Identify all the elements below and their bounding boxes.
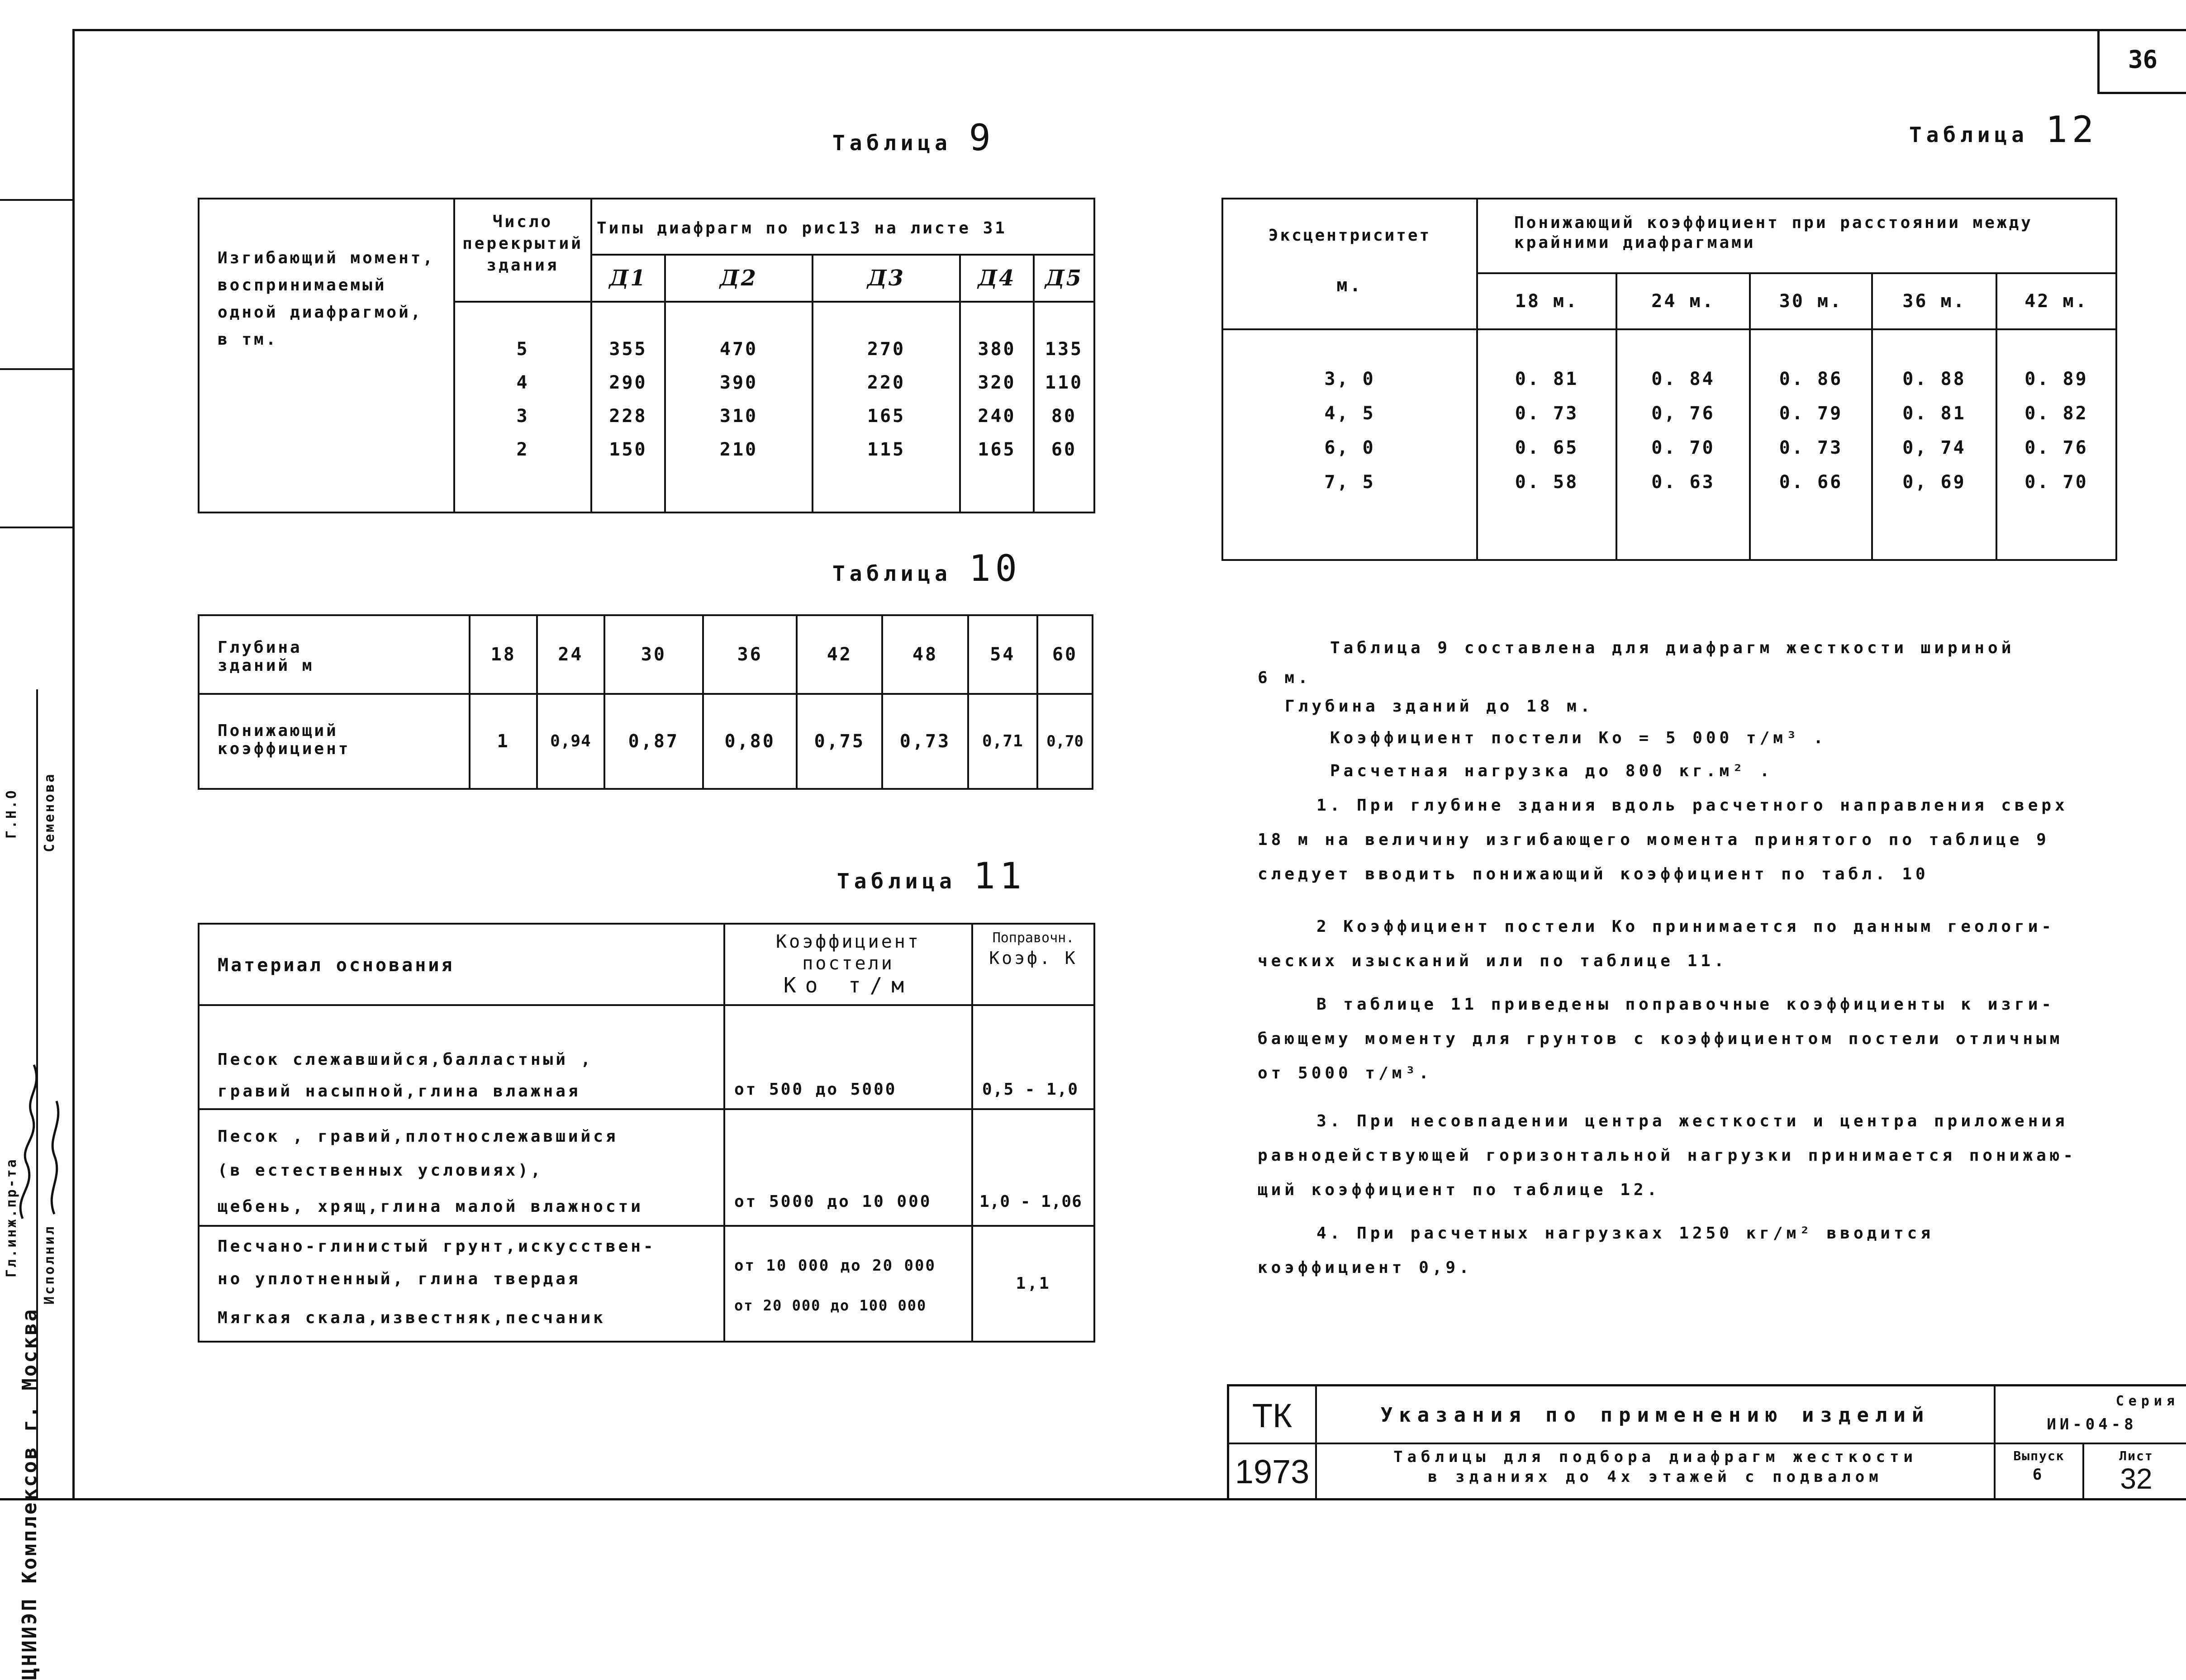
table10-coef-label-cell <box>199 694 470 789</box>
table10-coef: 0,87 <box>604 694 703 789</box>
table10-depth: 42 <box>797 615 882 694</box>
table11-row-2: Песок , гравий,плотнослежавшийся (в естественных условиях), щебень, хрящ,глина малой влажности <box>199 1109 724 1226</box>
note-4-b: равнодействующей горизонтальной нагрузки принимается понижаю- <box>1258 1146 2077 1165</box>
table12-distance: 36 м. <box>1872 273 1996 329</box>
table10 <box>198 614 1093 790</box>
strip-line-2 <box>0 527 72 528</box>
table11-caption: Таблица 11 <box>837 855 1026 897</box>
note-4-a: 3. При несовпадении центра жесткости и центра приложения <box>1316 1112 2068 1130</box>
table9 <box>198 198 1095 513</box>
issue-value: 6 <box>2032 1466 2046 1484</box>
sheet-value: 32 <box>2120 1462 2153 1495</box>
table10-coef: 0,75 <box>797 694 882 789</box>
table9-type-d3: Д3 <box>813 255 960 302</box>
table12-caption: Таблица 12 <box>1909 109 2098 151</box>
sheet-number: 36 <box>2128 45 2158 74</box>
table12-distance: 30 м. <box>1750 273 1872 329</box>
notes <box>1258 631 2117 1285</box>
note-0-d: Коэффициент постели Ko = 5 000 т/м³ . <box>1330 729 1827 747</box>
note-1-a: 1. При глубине здания вдоль расчетного направления сверх <box>1316 796 2068 815</box>
table9-floors-header: Число перекрытий здания <box>462 213 583 275</box>
table10-depth: 18 <box>470 615 537 694</box>
table9-col-d4: 380 320 240 165 <box>960 302 1034 513</box>
table9-type-d5: Д5 <box>1034 255 1094 302</box>
table9-caption: Таблица 9 <box>832 117 995 159</box>
table9-col-d2: 470 390 310 210 <box>665 302 813 513</box>
table9-type-d4: Д4 <box>960 255 1034 302</box>
table9-floor: 4 <box>516 372 529 393</box>
series-label: Серия <box>2115 1393 2179 1409</box>
table12-distance: 42 м. <box>1996 273 2116 329</box>
title-line-2: Таблицы для подбора диафрагм жесткости <box>1393 1448 1917 1466</box>
table11-row-3: Песчано-глинистый грунт,искусствен- но уплотненный, глина твердая Мягкая скала,известняк,песчаник <box>199 1226 724 1342</box>
title-line-3: в зданиях до 4х этажей с подвалом <box>1428 1468 1883 1486</box>
table10-depth: 36 <box>703 615 797 694</box>
table11-row-3-ko: от 10 000 до 20 000 от 20 000 до 100 000 <box>724 1226 972 1342</box>
table11-row-1: Песок слежавшийся,балластный , гравий насыпной,глина влажная <box>199 1005 724 1109</box>
table11-row-1-coef: 0,5 - 1,0 <box>972 1005 1094 1109</box>
sheet-number-box <box>2097 29 2186 94</box>
strip-name: Семенова <box>42 772 57 852</box>
note-0-b: 6 м. <box>1258 669 1312 687</box>
note-3-c: от 5000 т/м³. <box>1258 1064 1432 1082</box>
table10-coef: 0,73 <box>882 694 968 789</box>
note-5-b: коэффициент 0,9. <box>1258 1258 1473 1277</box>
table10-depth-label: Глубина зданий м <box>218 638 314 675</box>
note-5-a: 4. При расчетных нагрузках 1250 кг/м² вводится <box>1316 1224 1934 1243</box>
strip-role-1: Гл.инж.пр-та <box>4 1158 19 1277</box>
frame-bottom-line <box>0 1498 2186 1500</box>
table11-row-4: Мягкая скала,известняк,песчаник <box>218 1309 606 1327</box>
table11-row-2-coef: 1,0 - 1,06 <box>972 1109 1094 1226</box>
table9-types-header-cell <box>591 199 1094 255</box>
table9-floor: 5 <box>516 339 529 360</box>
table11-row-34-coef: 1,1 <box>972 1226 1094 1342</box>
table10-depth: 30 <box>604 615 703 694</box>
table9-col-d5: 135 110 80 60 <box>1034 302 1094 513</box>
table12-col-36: 0. 88 0. 81 0, 74 0, 69 <box>1872 329 1996 560</box>
note-1-b: 18 м на величину изгибающего момента принятого по таблице 9 <box>1258 831 2050 849</box>
table11-row-2-ko: от 5000 до 10 000 <box>724 1109 972 1226</box>
table11-row-1-ko: от 500 до 5000 <box>724 1005 972 1109</box>
note-0-c: Глубина зданий до 18 м. <box>1285 697 1594 716</box>
left-strip <box>0 199 72 1680</box>
table12-col-24: 0. 84 0, 76 0. 70 0. 63 <box>1616 329 1750 560</box>
note-0-e: Расчетная нагрузка до 800 кг.м² . <box>1330 762 1773 780</box>
table12-col-30: 0. 86 0. 79 0. 73 0. 66 <box>1750 329 1872 560</box>
table9-floor: 2 <box>516 439 529 460</box>
table10-coef: 1 <box>470 694 537 789</box>
table9-type-d1: Д1 <box>591 255 665 302</box>
table11-header-material: Материал основания <box>199 924 724 1005</box>
strip-signatures <box>9 1060 68 1223</box>
table9-type-d2: Д2 <box>665 255 813 302</box>
note-2-b: ческих изысканий или по таблице 11. <box>1258 952 1728 970</box>
title-line-1: Указания по применению изделий <box>1380 1404 1930 1427</box>
table9-floor: 3 <box>516 406 529 427</box>
note-4-c: щий коэффициент по таблице 12. <box>1258 1181 1661 1199</box>
table9-col-d3: 270 220 165 115 <box>813 302 960 513</box>
strip-label: Г.Н.О <box>4 788 19 839</box>
table9-floors-header-cell <box>454 199 591 302</box>
table12 <box>1221 198 2117 561</box>
table10-coef: 0,94 <box>537 694 604 789</box>
issue-label: Выпуск <box>2013 1448 2065 1463</box>
strip-role-2: Исполнил <box>42 1224 57 1305</box>
table10-coef: 0,71 <box>968 694 1037 789</box>
table10-coef: 0,80 <box>703 694 797 789</box>
series-value: ИИ-04-8 <box>2047 1415 2137 1433</box>
table10-coef-label: Понижающий коэффициент <box>218 721 351 758</box>
table12-distance: 18 м. <box>1477 273 1616 329</box>
table12-col-42: 0. 89 0. 82 0. 76 0. 70 <box>1996 329 2116 560</box>
table9-row-header: Изгибающий момент, воспринимаемый одной диафрагмой, в тм. <box>218 249 435 349</box>
title-year: 1973 <box>1235 1453 1310 1490</box>
note-1-c: следует вводить понижающий коэффициент по табл. 10 <box>1258 865 1929 883</box>
strip-org: ЦНИИЭП Комплексов г. Москва <box>18 1307 41 1680</box>
note-0-a: Таблица 9 составлена для диафрагм жесткости шириной <box>1330 639 2015 657</box>
table12-col-18: 0. 81 0. 73 0. 65 0. 58 <box>1477 329 1616 560</box>
frame-left-line <box>72 29 75 1499</box>
sheet-label: Лист <box>2119 1448 2153 1463</box>
frame-top-line <box>72 29 2186 31</box>
table12-span-header: Понижающий коэффициент при расстоянии между крайними диафрагмами <box>1477 199 2116 273</box>
table10-depth: 60 <box>1037 615 1093 694</box>
title-block-hline <box>1229 1443 2186 1444</box>
table9-col-d1: 355 290 228 150 <box>591 302 665 513</box>
note-3-b: бающему моменту для грунтов с коэффициентом постели отличным <box>1258 1030 2063 1048</box>
table10-caption: Таблица 10 <box>832 547 1022 589</box>
title-block <box>1227 1384 2186 1498</box>
table11-header-ko: Коэффициент постели Ko т/м <box>724 924 972 1005</box>
table10-coef: 0,70 <box>1037 694 1093 789</box>
table9-types-header: Типы диафрагм по рис13 на листе 31 <box>597 219 1007 237</box>
table12-ecc-header: Эксцентриситет м. <box>1222 199 1477 329</box>
table12-ecc-col: 3, 0 4, 5 6, 0 7, 5 <box>1222 329 1477 560</box>
note-3-a: В таблице 11 приведены поправочные коэффициенты к изги- <box>1316 995 2055 1014</box>
table10-depth: 48 <box>882 615 968 694</box>
table10-depth-label-cell <box>199 615 470 694</box>
table10-depth: 24 <box>537 615 604 694</box>
table12-distance: 24 м. <box>1616 273 1750 329</box>
table11 <box>198 923 1095 1343</box>
table10-depth: 54 <box>968 615 1037 694</box>
table11-header-coef: Поправочн. Коэф. К <box>972 924 1094 1005</box>
title-tk: ТК <box>1252 1397 1293 1434</box>
note-2-a: 2 Коэффициент постели Ko принимается по данным геологи- <box>1316 917 2055 936</box>
table9-row-header-cell <box>199 199 454 513</box>
strip-line-1 <box>0 368 72 370</box>
table9-floors-cell <box>454 302 591 513</box>
